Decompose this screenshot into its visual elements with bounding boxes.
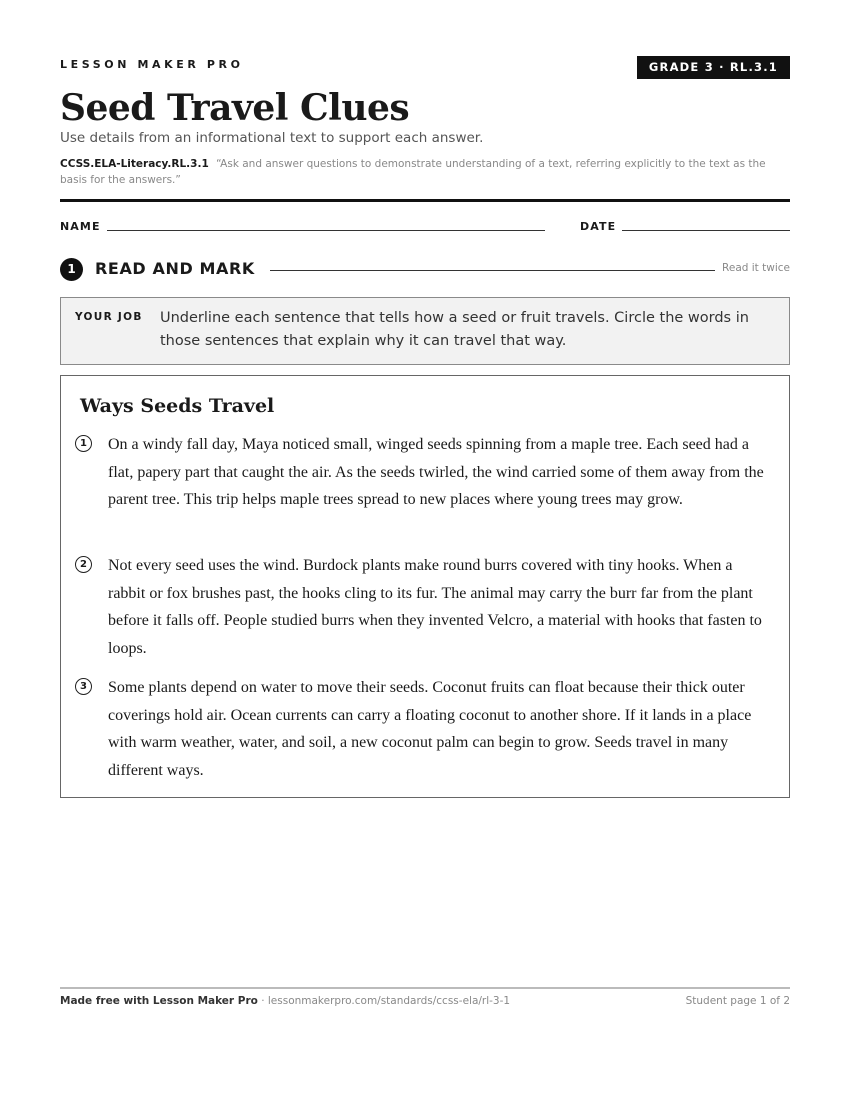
paragraph-number: 3 [75,678,92,695]
reading-passage-box [60,375,790,798]
paragraph-number: 1 [75,435,92,452]
job-text: Underline each sentence that tells how a seed or fruit travels. Circle the words in those sentences that explain why it can travel that way. [160,310,749,349]
section-number-badge: 1 [60,258,83,281]
footer [60,995,790,1007]
paragraph-number: 2 [75,556,92,573]
section-title: READ AND MARK [95,259,255,278]
reading-title: Ways Seeds Travel [80,395,275,417]
job-label: YOUR JOB [75,311,143,323]
section-header [60,258,790,282]
section-divider [270,270,715,271]
footer-divider [60,987,790,989]
paragraph-text: Some plants depend on water to move their seeds. Coconut fruits can float because their thick outer coverings hold air. Ocean currents can carry a floating coconut to another shore. If it lands in a place with warm weather, water, and soil, a new coconut palm can begin to grow. Seeds travel in many different ways. [108,679,752,780]
name-date-row [60,218,790,234]
footer-url[interactable]: · lessonmakerpro.com/standards/ccss-ela/rl-3-1 [257,995,511,1007]
paragraph-text: Not every seed uses the wind. Burdock plants make round burrs covered with tiny hooks. When a rabbit or fox brushes past, the hooks cling to its fur. The animal may carry the burr far from the plant before it falls off. People studied burrs when they invented Velcro, a material with hooks that fasten to loops. [108,557,762,658]
section-note: Read it twice [722,262,790,274]
page-title: Seed Travel Clues [60,87,410,129]
header-divider [60,199,790,202]
paragraph-text: On a windy fall day, Maya noticed small, winged seeds spinning from a maple tree. Each seed had a flat, papery part that caught the air. As the seeds twirled, the wind carried some of them away from the parent tree. This trip helps maple trees spread to new places where young trees may grow. [108,436,764,509]
brand-name: LESSON MAKER PRO [60,58,244,71]
footer-made-with: Made free with Lesson Maker Pro [60,995,258,1007]
standard-text: “Ask and answer questions to demonstrate understanding of a text, referring explicitly to the text as the basis for the answers.” [60,158,766,186]
date-label: DATE [580,220,617,233]
job-instructions-box [60,297,790,365]
name-field[interactable] [107,230,545,231]
standard-code: CCSS.ELA-Literacy.RL.3.1 [60,158,209,170]
header-top-row [60,56,790,80]
standard-citation [60,156,790,188]
footer-page-number: Student page 1 of 2 [685,995,790,1007]
worksheet-page [60,0,790,1100]
page-subtitle: Use details from an informational text to support each answer. [60,130,484,146]
name-label: NAME [60,220,101,233]
date-field[interactable] [622,230,790,231]
grade-badge: GRADE 3 · RL.3.1 [637,56,790,79]
